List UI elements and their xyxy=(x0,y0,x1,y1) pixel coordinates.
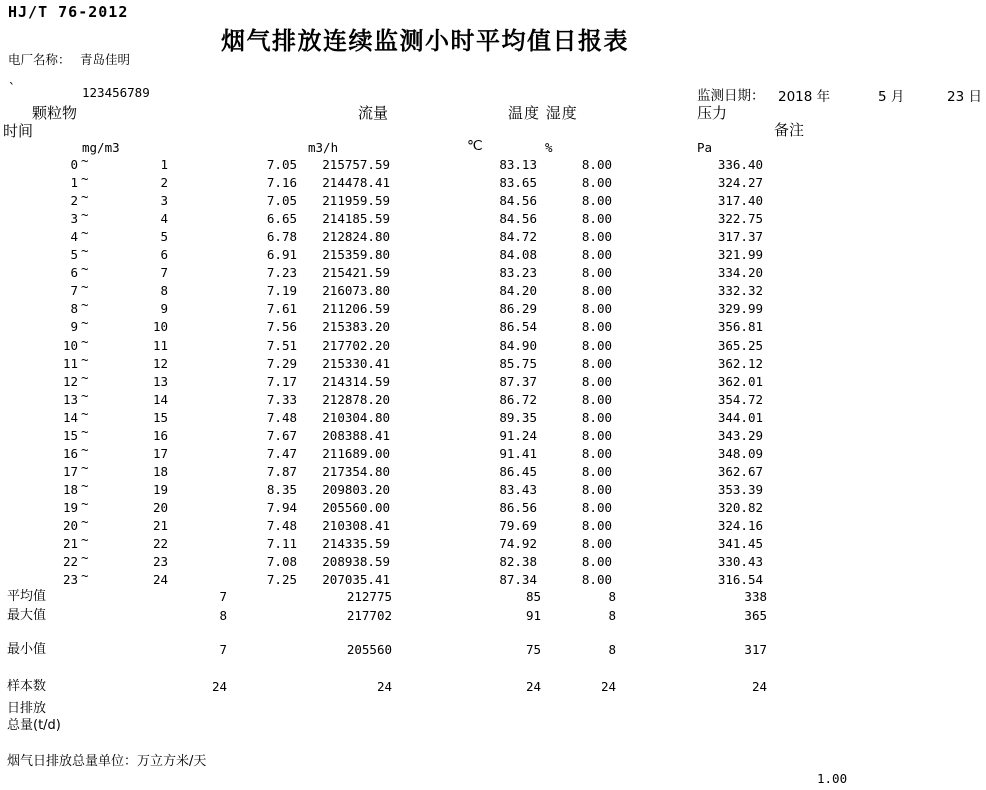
cell-hour-start: 5 xyxy=(70,247,78,263)
cell-tilde: ~ xyxy=(81,225,89,241)
cell-flow: 215383.20 xyxy=(322,319,390,335)
cell-flow: 210304.80 xyxy=(322,409,390,425)
hourly-row xyxy=(0,225,986,248)
summary-particulate: 8 xyxy=(219,608,227,623)
cell-tilde: ~ xyxy=(81,315,89,331)
cell-hour-start: 15 xyxy=(62,427,78,443)
cell-particulate: 7.16 xyxy=(266,175,297,191)
cell-hour-end: 1 xyxy=(160,157,168,172)
cell-particulate: 7.48 xyxy=(266,409,297,425)
cell-hour-start: 22 xyxy=(62,554,78,570)
cell-tilde: ~ xyxy=(81,243,89,259)
cell-pressure: 344.01 xyxy=(717,409,763,425)
hourly-row xyxy=(0,279,986,302)
cell-particulate: 7.05 xyxy=(266,157,297,172)
cell-hour-end: 2 xyxy=(160,175,168,191)
cell-pressure: 317.40 xyxy=(717,193,763,209)
cell-hour-end: 21 xyxy=(152,518,168,533)
cell-pressure: 341.45 xyxy=(717,536,763,552)
hourly-row xyxy=(0,477,986,501)
cell-temperature: 84.56 xyxy=(499,211,537,227)
cell-humidity: 8.00 xyxy=(581,283,612,299)
unit-temperature: ℃ xyxy=(467,138,483,154)
cell-tilde: ~ xyxy=(81,423,89,439)
cell-flow: 211206.59 xyxy=(322,301,390,317)
cell-pressure: 321.99 xyxy=(717,247,763,263)
cell-particulate: 7.87 xyxy=(266,463,297,479)
column-header-time: 时间 xyxy=(3,122,34,140)
summary-particulate: 7 xyxy=(219,642,227,657)
cell-hour-start: 7 xyxy=(70,283,78,299)
summary-row-label: 样本数 xyxy=(7,679,47,694)
cell-tilde: ~ xyxy=(81,514,89,529)
cell-particulate: 7.51 xyxy=(266,337,297,353)
cell-pressure: 354.72 xyxy=(717,391,763,407)
cell-temperature: 86.29 xyxy=(499,301,537,317)
summary-pressure: 338 xyxy=(744,589,767,604)
cell-hour-start: 3 xyxy=(70,211,78,227)
cell-temperature: 84.08 xyxy=(499,247,537,263)
hourly-row xyxy=(0,387,986,411)
cell-humidity: 8.00 xyxy=(581,337,612,353)
hourly-row xyxy=(0,297,986,320)
cell-pressure: 329.99 xyxy=(717,301,763,317)
summary-row-label: 最大值 xyxy=(7,608,47,623)
cell-tilde: ~ xyxy=(81,171,89,187)
hourly-row xyxy=(0,315,986,338)
cell-humidity: 8.00 xyxy=(581,229,612,245)
hourly-row xyxy=(0,171,986,194)
summary-temperature: 24 xyxy=(525,679,541,694)
cell-particulate: 7.47 xyxy=(266,445,297,461)
cell-flow: 205560.00 xyxy=(322,499,390,515)
cell-flow: 207035.41 xyxy=(322,572,390,588)
cell-flow: 214335.59 xyxy=(322,536,390,552)
cell-humidity: 8.00 xyxy=(581,499,612,515)
cell-temperature: 83.23 xyxy=(499,265,537,281)
cell-pressure: 320.82 xyxy=(717,499,763,515)
cell-particulate: 7.23 xyxy=(266,265,297,281)
cell-pressure: 336.40 xyxy=(717,157,763,172)
hourly-row xyxy=(0,369,986,393)
column-header-remark: 备注 xyxy=(774,121,805,139)
summary-humidity: 8 xyxy=(608,642,616,657)
monitor-date-year: 2018 年 xyxy=(778,89,831,105)
cell-humidity: 8.00 xyxy=(581,157,612,172)
cell-tilde: ~ xyxy=(81,261,89,277)
summary-particulate: 24 xyxy=(211,679,227,694)
hourly-row xyxy=(0,532,986,555)
daily-emission-label-line2: 总量(t/d) xyxy=(7,718,61,733)
hourly-row xyxy=(0,495,986,519)
cell-hour-end: 22 xyxy=(152,536,168,552)
hourly-row xyxy=(0,351,986,375)
cell-hour-start: 9 xyxy=(70,319,78,335)
cell-hour-start: 23 xyxy=(62,572,78,588)
cell-humidity: 8.00 xyxy=(581,391,612,407)
cell-particulate: 7.67 xyxy=(266,427,297,443)
cell-humidity: 8.00 xyxy=(581,481,612,497)
cell-temperature: 87.37 xyxy=(499,373,537,389)
cell-tilde: ~ xyxy=(81,477,89,493)
cell-particulate: 6.91 xyxy=(266,247,297,263)
cell-particulate: 7.94 xyxy=(266,499,297,515)
cell-humidity: 8.00 xyxy=(581,319,612,335)
cell-hour-start: 17 xyxy=(62,463,78,479)
cell-hour-start: 0 xyxy=(70,157,78,172)
cell-pressure: 324.16 xyxy=(717,518,763,533)
cell-temperature: 84.20 xyxy=(499,283,537,299)
cell-humidity: 8.00 xyxy=(581,265,612,281)
cell-hour-start: 18 xyxy=(62,481,78,497)
cell-flow: 217354.80 xyxy=(322,463,390,479)
cell-hour-end: 17 xyxy=(152,445,168,461)
cell-hour-end: 15 xyxy=(152,409,168,425)
hourly-row xyxy=(0,568,986,591)
cell-temperature: 86.72 xyxy=(499,391,537,407)
cell-humidity: 8.00 xyxy=(581,373,612,389)
cell-hour-end: 9 xyxy=(160,301,168,317)
cell-flow: 208938.59 xyxy=(322,554,390,570)
cell-particulate: 7.29 xyxy=(266,355,297,371)
cell-temperature: 83.43 xyxy=(499,481,537,497)
cell-temperature: 84.72 xyxy=(499,229,537,245)
summary-flow: 205560 xyxy=(346,642,392,657)
summary-row xyxy=(0,680,986,698)
cell-hour-start: 14 xyxy=(62,409,78,425)
cell-temperature: 79.69 xyxy=(499,518,537,533)
cell-temperature: 84.90 xyxy=(499,337,537,353)
summary-flow: 217702 xyxy=(346,608,392,623)
cell-pressure: 348.09 xyxy=(717,445,763,461)
cell-particulate: 8.35 xyxy=(266,481,297,497)
cell-pressure: 356.81 xyxy=(717,319,763,335)
hourly-row xyxy=(0,459,986,483)
cell-pressure: 362.12 xyxy=(717,355,763,371)
page-marker: 1.00 xyxy=(817,771,848,786)
cell-humidity: 8.00 xyxy=(581,518,612,533)
hourly-row xyxy=(0,423,986,447)
cell-flow: 212824.80 xyxy=(322,229,390,245)
cell-flow: 215757.59 xyxy=(322,157,390,172)
cell-temperature: 86.54 xyxy=(499,319,537,335)
cell-flow: 212878.20 xyxy=(322,391,390,407)
cell-humidity: 8.00 xyxy=(581,445,612,461)
cell-hour-end: 11 xyxy=(152,337,168,353)
cell-hour-start: 2 xyxy=(70,193,78,209)
cell-temperature: 74.92 xyxy=(499,536,537,552)
summary-row-label: 平均值 xyxy=(7,589,47,604)
cell-hour-end: 8 xyxy=(160,283,168,299)
report-title: 烟气排放连续监测小时平均值日报表 xyxy=(221,27,629,55)
cell-pressure: 362.01 xyxy=(717,373,763,389)
cell-temperature: 87.34 xyxy=(499,572,537,588)
monitor-date-label: 监测日期： xyxy=(697,88,765,104)
hourly-row xyxy=(0,514,986,537)
cell-tilde: ~ xyxy=(81,297,89,313)
cell-particulate: 6.78 xyxy=(266,229,297,245)
cell-flow: 217702.20 xyxy=(322,337,390,353)
cell-particulate: 7.56 xyxy=(266,319,297,335)
cell-hour-end: 3 xyxy=(160,193,168,209)
cell-tilde: ~ xyxy=(81,387,89,403)
cell-hour-start: 12 xyxy=(62,373,78,389)
cell-temperature: 91.41 xyxy=(499,445,537,461)
cell-pressure: 365.25 xyxy=(717,337,763,353)
summary-row-label: 最小值 xyxy=(7,642,47,657)
serial-number: 123456789 xyxy=(82,85,150,100)
cell-pressure: 330.43 xyxy=(717,554,763,570)
cell-pressure: 362.67 xyxy=(717,463,763,479)
cell-flow: 215359.80 xyxy=(322,247,390,263)
cell-hour-end: 24 xyxy=(152,572,168,588)
cell-temperature: 91.24 xyxy=(499,427,537,443)
cell-hour-end: 20 xyxy=(152,499,168,515)
cell-tilde: ~ xyxy=(81,189,89,205)
cell-hour-end: 19 xyxy=(152,481,168,497)
column-header-particulate: 颗粒物 xyxy=(32,104,78,122)
cell-hour-end: 4 xyxy=(160,211,168,227)
cell-humidity: 8.00 xyxy=(581,536,612,552)
cell-flow: 215330.41 xyxy=(322,355,390,371)
cell-hour-end: 10 xyxy=(152,319,168,335)
cell-temperature: 86.56 xyxy=(499,499,537,515)
summary-temperature: 85 xyxy=(525,589,541,604)
summary-humidity: 8 xyxy=(608,608,616,623)
cell-humidity: 8.00 xyxy=(581,211,612,227)
cell-hour-start: 20 xyxy=(62,518,78,533)
cell-flow: 214185.59 xyxy=(322,211,390,227)
monitor-date-month: 5 月 xyxy=(878,89,905,105)
cell-hour-start: 6 xyxy=(70,265,78,281)
hourly-row xyxy=(0,189,986,212)
hourly-row xyxy=(0,405,986,429)
cell-hour-end: 5 xyxy=(160,229,168,245)
cell-pressure: 316.54 xyxy=(717,572,763,588)
cell-hour-start: 16 xyxy=(62,445,78,461)
cell-tilde: ~ xyxy=(81,568,89,584)
cell-particulate: 7.17 xyxy=(266,373,297,389)
cell-temperature: 85.75 xyxy=(499,355,537,371)
summary-humidity: 8 xyxy=(608,589,616,604)
summary-row xyxy=(0,643,986,661)
cell-particulate: 7.08 xyxy=(266,554,297,570)
column-header-flow: 流量 xyxy=(358,104,389,122)
footer-unit-note: 烟气日排放总量单位：万立方米/天 xyxy=(7,754,207,769)
monitor-date-day: 23 日 xyxy=(947,89,982,105)
cell-hour-start: 10 xyxy=(62,337,78,353)
cell-humidity: 8.00 xyxy=(581,463,612,479)
summary-row xyxy=(0,609,986,627)
cell-humidity: 8.00 xyxy=(581,175,612,191)
cell-tilde: ~ xyxy=(81,441,89,457)
cell-tilde: ~ xyxy=(81,405,89,421)
cell-hour-end: 6 xyxy=(160,247,168,263)
cell-flow: 209803.20 xyxy=(322,481,390,497)
cell-tilde: ~ xyxy=(81,532,89,548)
cell-hour-end: 13 xyxy=(152,373,168,389)
hourly-row xyxy=(0,441,986,465)
cell-temperature: 83.13 xyxy=(499,157,537,172)
cell-hour-start: 21 xyxy=(62,536,78,552)
cell-flow: 214314.59 xyxy=(322,373,390,389)
summary-particulate: 7 xyxy=(219,589,227,604)
cell-hour-start: 4 xyxy=(70,229,78,245)
cell-particulate: 7.48 xyxy=(266,518,297,533)
cell-flow: 210308.41 xyxy=(322,518,390,533)
unit-pressure: Pa xyxy=(697,140,713,155)
cell-pressure: 322.75 xyxy=(717,211,763,227)
summary-pressure: 24 xyxy=(751,679,767,694)
summary-flow: 24 xyxy=(376,679,392,694)
summary-row xyxy=(0,590,986,608)
daily-emission-label-line1: 日排放 xyxy=(7,701,47,716)
column-header-pressure: 压力 xyxy=(697,104,728,122)
cell-pressure: 317.37 xyxy=(717,229,763,245)
cell-particulate: 7.05 xyxy=(266,193,297,209)
cell-tilde: ~ xyxy=(81,351,89,367)
cell-temperature: 83.65 xyxy=(499,175,537,191)
cell-humidity: 8.00 xyxy=(581,247,612,263)
cell-flow: 215421.59 xyxy=(322,265,390,281)
cell-tilde: ~ xyxy=(81,207,89,223)
plant-name-label: 电厂名称： xyxy=(8,52,71,67)
cell-humidity: 8.00 xyxy=(581,572,612,588)
cell-pressure: 353.39 xyxy=(717,481,763,497)
cell-hour-end: 18 xyxy=(152,463,168,479)
unit-particulate: mg/m3 xyxy=(82,140,120,155)
cell-particulate: 7.33 xyxy=(266,391,297,407)
cell-pressure: 324.27 xyxy=(717,175,763,191)
cell-hour-end: 14 xyxy=(152,391,168,407)
cell-flow: 216073.80 xyxy=(322,283,390,299)
cell-hour-start: 19 xyxy=(62,499,78,515)
cell-tilde: ~ xyxy=(81,369,89,385)
cell-hour-end: 12 xyxy=(152,355,168,371)
cell-hour-start: 8 xyxy=(70,301,78,317)
cell-humidity: 8.00 xyxy=(581,427,612,443)
cell-flow: 211959.59 xyxy=(322,193,390,209)
hourly-row xyxy=(0,550,986,573)
cell-humidity: 8.00 xyxy=(581,409,612,425)
summary-pressure: 365 xyxy=(744,608,767,623)
cell-pressure: 332.32 xyxy=(717,283,763,299)
cell-hour-start: 11 xyxy=(62,355,78,371)
cell-temperature: 89.35 xyxy=(499,409,537,425)
cell-humidity: 8.00 xyxy=(581,301,612,317)
cell-hour-start: 13 xyxy=(62,391,78,407)
cell-tilde: ~ xyxy=(81,279,89,295)
unit-humidity: % xyxy=(545,140,553,155)
cell-particulate: 7.61 xyxy=(266,301,297,317)
cell-particulate: 7.25 xyxy=(266,572,297,588)
summary-temperature: 91 xyxy=(525,608,541,623)
cell-hour-end: 23 xyxy=(152,554,168,570)
hourly-row xyxy=(0,153,986,176)
cell-hour-start: 1 xyxy=(70,175,78,191)
hourly-row xyxy=(0,333,986,357)
column-header-temp-humidity: 温度 湿度 xyxy=(508,104,578,122)
summary-flow: 212775 xyxy=(346,589,392,604)
summary-pressure: 317 xyxy=(744,642,767,657)
cell-pressure: 334.20 xyxy=(717,265,763,281)
tick-mark: ` xyxy=(8,82,16,97)
hourly-row xyxy=(0,243,986,266)
hourly-row xyxy=(0,261,986,284)
cell-humidity: 8.00 xyxy=(581,193,612,209)
cell-flow: 208388.41 xyxy=(322,427,390,443)
cell-particulate: 7.11 xyxy=(266,536,297,552)
cell-tilde: ~ xyxy=(81,495,89,511)
standard-code: HJ/T 76-2012 xyxy=(8,3,129,21)
plant-name-value: 青岛佳明 xyxy=(80,52,131,67)
cell-temperature: 82.38 xyxy=(499,554,537,570)
cell-tilde: ~ xyxy=(81,459,89,475)
cell-particulate: 6.65 xyxy=(266,211,297,227)
summary-humidity: 24 xyxy=(600,679,616,694)
cell-tilde: ~ xyxy=(81,333,89,349)
cell-hour-end: 16 xyxy=(152,427,168,443)
cell-pressure: 343.29 xyxy=(717,427,763,443)
cell-tilde: ~ xyxy=(81,550,89,566)
unit-flow: m3/h xyxy=(308,140,339,155)
cell-flow: 214478.41 xyxy=(322,175,390,191)
cell-temperature: 84.56 xyxy=(499,193,537,209)
cell-humidity: 8.00 xyxy=(581,355,612,371)
cell-temperature: 86.45 xyxy=(499,463,537,479)
summary-temperature: 75 xyxy=(525,642,541,657)
cell-flow: 211689.00 xyxy=(322,445,390,461)
hourly-row xyxy=(0,207,986,230)
cell-particulate: 7.19 xyxy=(266,283,297,299)
cell-hour-end: 7 xyxy=(160,265,168,281)
cell-humidity: 8.00 xyxy=(581,554,612,570)
cell-tilde: ~ xyxy=(81,153,89,168)
